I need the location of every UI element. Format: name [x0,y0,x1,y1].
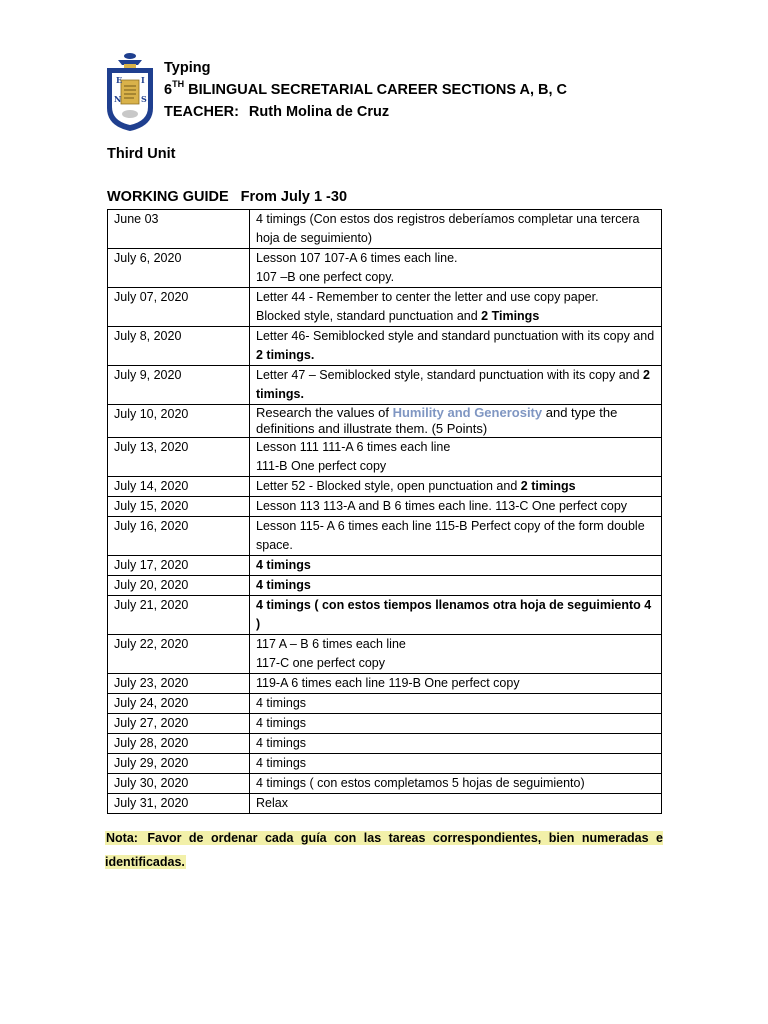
table-row [108,210,662,249]
date-cell: July 29, 2020 [108,754,250,774]
task-text: 111-B One perfect copy [256,459,387,473]
task-cell [250,497,662,517]
crest-letter-1: E [116,75,123,85]
date-cell: July 9, 2020 [108,366,250,405]
table-row [108,366,662,405]
task-line [256,754,655,773]
task-line [256,249,655,268]
task-line [256,556,655,575]
task-text: Lesson 115- A 6 times each line 115-B Perfect copy of the form double space. [256,519,645,552]
task-line [256,268,655,287]
task-text: 117 A – B 6 times each line [256,637,406,651]
task-line [256,694,655,713]
task-cell [250,774,662,794]
table-row [108,635,662,674]
date-cell: July 23, 2020 [108,674,250,694]
table-row [108,556,662,576]
task-line [256,674,655,693]
task-text: 4 timings ( con estos completamos 5 hojas de seguimiento) [256,776,585,790]
table-row [108,288,662,327]
task-text: Lesson 107 107-A 6 times each line. [256,251,458,265]
task-text: Relax [256,796,288,810]
task-line [256,635,655,654]
table-row [108,249,662,288]
task-line [256,714,655,733]
table-row [108,405,662,438]
task-line [256,497,655,516]
task-line [256,210,655,248]
task-text: 2 Timings [481,309,540,323]
task-text: Blocked style, standard punctuation and [256,309,482,323]
task-text: Letter 47 – Semiblocked style, standard punctuation with its copy and [256,368,644,382]
document-header [164,57,567,123]
task-cell [250,794,662,814]
date-cell: July 07, 2020 [108,288,250,327]
grade-number: 6 [164,82,173,98]
task-line [256,366,655,404]
task-text: 4 timings ( con estos tiempos llenamos otra hoja de seguimiento 4 ) [256,598,652,631]
crest-letter-2: I [141,75,145,85]
working-guide-heading [107,189,347,205]
note-label: Nota: [106,831,138,845]
note-text: Favor de ordenar cada guía con las tareas correspondientes, bien numeradas e identificadas. [105,831,663,869]
date-cell: July 27, 2020 [108,714,250,734]
task-text: 4 timings [256,756,307,770]
subject-title: Typing [164,60,211,76]
career-title: BILINGUAL SECRETARIAL CAREER SECTIONS A, B, C [188,82,568,98]
table-row [108,477,662,497]
task-text: Letter 52 - Blocked style, open punctuation and [256,479,521,493]
task-cell [250,438,662,477]
table-row [108,517,662,556]
task-cell [250,405,662,438]
task-text: Lesson 113 113-A and B 6 times each line. 113-C One perfect copy [256,499,628,513]
task-line [256,774,655,793]
task-line [256,307,655,326]
task-cell [250,477,662,497]
date-cell: July 22, 2020 [108,635,250,674]
date-cell: July 24, 2020 [108,694,250,714]
table-row [108,774,662,794]
task-cell [250,734,662,754]
task-text: Letter 44 - Remember to center the letter and use copy paper. [256,290,599,304]
task-cell [250,249,662,288]
task-cell [250,596,662,635]
table-row [108,438,662,477]
task-cell [250,674,662,694]
school-crest-icon [104,52,156,132]
task-line [256,327,655,365]
task-cell [250,714,662,734]
task-text: Humility and Generosity [392,405,543,420]
table-row [108,596,662,635]
task-cell [250,327,662,366]
date-cell: July 30, 2020 [108,774,250,794]
task-line [256,734,655,753]
task-line [256,477,655,496]
teacher-label: TEACHER: [164,104,239,120]
date-cell: July 16, 2020 [108,517,250,556]
date-cell: July 14, 2020 [108,477,250,497]
task-text: Lesson 111 111-A 6 times each line [256,440,451,454]
task-text: Research the values of [256,405,393,420]
task-text: 2 timings. [256,348,315,362]
task-text: 4 timings [256,558,311,572]
task-text: 4 timings [256,696,307,710]
task-text: 4 timings [256,736,307,750]
date-cell: July 20, 2020 [108,576,250,596]
unit-title: Third Unit [107,146,176,162]
date-cell: July 10, 2020 [108,405,250,438]
teacher-name: Ruth Molina de Cruz [248,104,390,120]
career-line [164,79,567,101]
task-text: 2 timings. [256,368,650,401]
task-line [256,405,655,437]
teacher-line [164,101,567,123]
task-line [256,654,655,673]
date-cell: July 28, 2020 [108,734,250,754]
table-row [108,754,662,774]
table-row [108,714,662,734]
task-line [256,794,655,813]
date-cell: July 8, 2020 [108,327,250,366]
task-text: 4 timings (Con estos dos registros deberíamos completar una tercera hoja de seguimiento) [256,212,640,245]
date-cell: July 15, 2020 [108,497,250,517]
date-cell: June 03 [108,210,250,249]
task-cell [250,576,662,596]
task-line [256,457,655,476]
task-line [256,596,655,634]
table-row [108,694,662,714]
task-line [256,576,655,595]
grade-superscript: TH [172,79,185,90]
table-row [108,734,662,754]
task-line [256,517,655,555]
table-row [108,794,662,814]
table-row [108,327,662,366]
table-row [108,576,662,596]
task-text: and type the definitions and illustrate them. (5 Points) [256,405,618,436]
task-cell [250,288,662,327]
task-text: 4 timings [256,578,311,592]
task-line [256,438,655,457]
task-line [256,288,655,307]
task-text: 107 –B one perfect copy. [256,270,395,284]
task-cell [250,556,662,576]
crest-letter-3: N [114,94,122,104]
task-text: 2 timings [520,479,576,493]
date-cell: July 13, 2020 [108,438,250,477]
task-cell [250,635,662,674]
task-text: 117-C one perfect copy [256,656,386,670]
date-cell: July 21, 2020 [108,596,250,635]
task-cell [250,366,662,405]
schedule-table [107,209,662,814]
crest-letter-4: S [141,94,147,104]
task-text: Letter 46- Semiblocked style and standard punctuation with its copy and [256,329,655,343]
task-cell [250,754,662,774]
task-cell [250,694,662,714]
table-row [108,497,662,517]
task-text: 119-A 6 times each line 119-B One perfect copy [256,676,520,690]
date-cell: July 6, 2020 [108,249,250,288]
guide-title: WORKING GUIDE [107,189,229,205]
task-cell [250,210,662,249]
date-cell: July 31, 2020 [108,794,250,814]
note-paragraph [105,826,663,874]
date-cell: July 17, 2020 [108,556,250,576]
table-row [108,674,662,694]
task-text: 4 timings [256,716,307,730]
task-cell [250,517,662,556]
guide-date-range: From July 1 -30 [240,189,348,205]
